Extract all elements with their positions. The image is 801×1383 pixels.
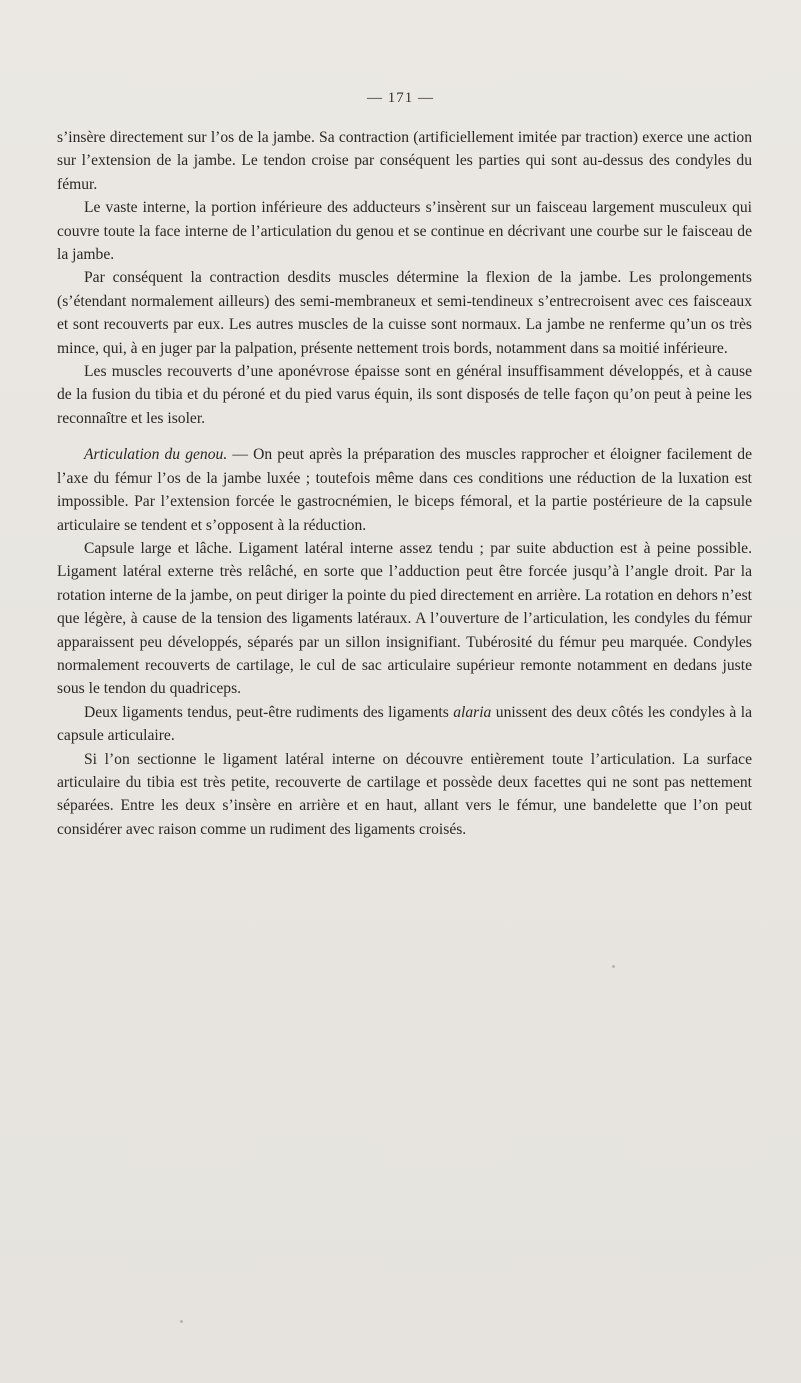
section-heading: Articulation du genou. bbox=[84, 446, 228, 464]
paragraph-continuation: s’insère directement sur l’os de la jambe. Sa contraction (artificiellement imitée par traction) exerce une action sur l’extension de la jambe. Le tendon croise par conséquent les parties qui sont au-dessus des condyles du fémur. bbox=[57, 129, 752, 193]
ligaments-alaria-term: alaria bbox=[453, 703, 492, 721]
paragraph-capsule: Capsule large et lâche. Ligament latéral interne assez tendu ; par suite abduction est à peine possible. Ligament latéral externe très relâché, en sorte que l’adduction peut être forcée jusqu’à l’angle droit. Par la rotation interne de la jambe, on peut diriger la pointe du pied directement en arrière. La rotation en dehors n’est que légère, à cause de la tension des ligaments latéraux. A l’ouverture de l’articulation, les condyles du fémur apparaissent peu développés, séparés par un sillon insignifiant. Tubérosité du fémur peu marquée. Condyles normalement recouverts de cartilage, le cul de sac articulaire supérieur remonte notamment en dedans juste sous le tendon du quadriceps. bbox=[57, 539, 752, 698]
section-intro-text: — On peut après la préparation des muscles rapprocher et éloigner facilement de l’axe du fémur l’os de la jambe luxée ; toutefois même dans ces conditions une réduction de la luxation est impossible. Par l’extension forcée le gastrocnémien, le biceps fémoral, et la partie postérieure de la capsule articulaire se tendent et s’opposent à la réduction. bbox=[57, 446, 752, 534]
paragraph-deux-ligaments bbox=[57, 701, 752, 748]
page-number: — 171 — bbox=[367, 90, 434, 106]
body-text bbox=[57, 126, 752, 841]
ligaments-text-after: unissent des deux côtés les condyles à la capsule articulaire. bbox=[57, 703, 752, 745]
paragraph-vaste-interne: Le vaste interne, la portion inférieure des adducteurs s’insèrent sur un faisceau largement musculeux qui couvre toute la face interne de l’articulation du genou et se continue en décrivant une courbe sur le faisceau de la jambe. bbox=[57, 199, 752, 264]
paper-speck bbox=[612, 965, 615, 968]
paragraph-section-ligament: Si l’on sectionne le ligament latéral interne on découvre entièrement toute l’articulation. La surface articulaire du tibia est très petite, recouverte de cartilage et possède deux facettes qui ne sont pas nettement séparées. Entre les deux s’insère en arrière et en haut, allant vers le fémur, une bandelette que l’on peut considérer avec raison comme un rudiment des ligaments croisés. bbox=[57, 750, 752, 838]
ligaments-text-before: Deux ligaments tendus, peut-être rudiments des ligaments bbox=[84, 703, 454, 721]
paragraph-muscles-recouverts: Les muscles recouverts d’une aponévrose épaisse sont en général insuffisamment développés, et à cause de la fusion du tibia et du péroné et du pied varus équin, ils sont disposés de telle façon qu’on peut à peine les reconnaître et les isoler. bbox=[57, 363, 752, 427]
paragraph-articulation-genou bbox=[57, 443, 752, 537]
paragraph-contraction: Par conséquent la contraction desdits muscles détermine la flexion de la jambe. Les prolongements (s’étendant normalement ailleurs) des semi-membraneux et semi-tendineux s’entrecroisent avec ces faisceaux et sont recouverts par eux. Les autres muscles de la cuisse sont normaux. La jambe ne renferme qu’un os très mince, qui, à en juger par la palpation, présente nettement trois bords, notamment dans sa moitié inférieure. bbox=[57, 269, 752, 357]
paper-speck bbox=[180, 1320, 183, 1323]
